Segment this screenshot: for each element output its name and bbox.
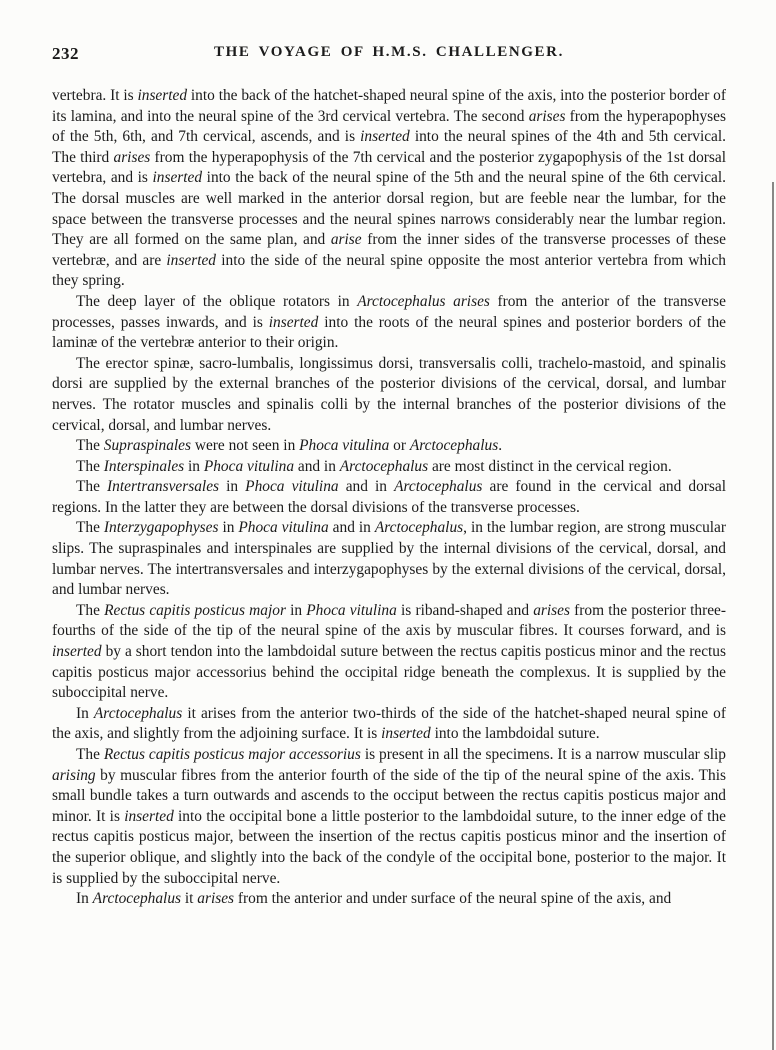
text-run: inserted <box>137 87 188 104</box>
page-header <box>52 44 726 66</box>
text-run: Phoca vitulina <box>299 437 390 455</box>
text-run: In <box>76 704 94 722</box>
text-run: In <box>76 890 93 908</box>
text-run: is present in all the specimens. It is a narrow muscular slip <box>360 746 726 763</box>
text-run: into the occipital bone a little posterior to the lambdoidal suture, to the inner edge of the rectus capitis posticus major, between the insertion of the rectus capitis posticus minor and the insertion of the superior oblique, and slightly into the back of the condyle of the occipital bone, posterior to the major. It is supplied by the suboccipital nerve. <box>52 807 726 887</box>
text-run: arises <box>113 148 151 166</box>
text-run: into the back of the neural spine of the 5th and the neural spine of the 6th cervical. The dorsal muscles are well marked in the anterior dorsal region, but are feeble near the lumbar, for the space between the transverse processes and the neural spines narrows considerably near the lumbar region. They are all formed on the same plan, and <box>52 169 726 249</box>
text-run: The <box>76 519 104 537</box>
text-run: The <box>76 746 104 763</box>
page-body <box>52 86 726 910</box>
text-run: inserted <box>166 251 216 269</box>
text-run: The <box>76 437 104 455</box>
text-run: in <box>184 457 204 475</box>
text-run: were not seen in <box>191 437 300 455</box>
paragraph <box>52 457 726 478</box>
text-run: from the anterior of the transverse processes, passes inwards, and is <box>52 292 726 331</box>
text-run: from the inner sides of the transverse processes of these vertebræ, and are <box>52 231 726 269</box>
running-title: THE VOYAGE OF H.M.S. CHALLENGER. <box>214 44 564 60</box>
text-run: and in <box>294 457 340 475</box>
text-run: into the side of the neural spine opposite the most anterior vertebra from which they spring. <box>52 251 727 290</box>
text-run: Interspinales <box>103 457 185 475</box>
paragraph <box>52 292 726 354</box>
text-run: in <box>219 478 246 496</box>
text-run: inserted <box>381 725 431 743</box>
text-run: by a short tendon into the lambdoidal suture between the rectus capitis posticus minor and the rectus capitis posticus major accessorius behind the occipital ridge beneath the complexus. It is supplied by the suboccipital nerve. <box>52 643 726 702</box>
text-run: arise <box>330 231 362 249</box>
text-run: Arctocephalus arises <box>357 292 490 310</box>
text-run: it <box>181 890 198 908</box>
text-run: is riband-shaped and <box>396 601 534 619</box>
paragraph <box>52 436 726 457</box>
page-number: 232 <box>52 44 79 63</box>
text-run: arises <box>533 601 570 619</box>
paragraph <box>52 889 726 910</box>
text-run: from the hyperapophysis of the 7th cervical and the posterior zygapophysis of the 1st dorsal vertebra, and is <box>52 148 726 187</box>
text-run: into the back of the hatchet-shaped neural spine of the axis, into the posterior border of its lamina, and into the neural spine of the 3rd cervical vertebra. The second <box>52 87 726 125</box>
paragraph <box>52 477 726 518</box>
text-run: Arctocephalus <box>409 437 499 455</box>
text-run: The <box>76 478 108 496</box>
text-run: and in <box>338 478 395 496</box>
paragraph <box>52 704 726 745</box>
text-run: inserted <box>52 643 102 661</box>
text-run: in <box>218 519 239 537</box>
text-run: inserted <box>268 313 319 331</box>
text-run: inserted <box>360 128 410 146</box>
text-run: arises <box>197 890 235 908</box>
text-run: Rectus capitis posticus major <box>104 601 286 619</box>
text-run: Intertransversales <box>107 478 220 496</box>
text-run: arises <box>528 107 566 125</box>
text-run: The <box>76 601 105 619</box>
text-run: The erector spinæ, sacro-lumbalis, longissimus dorsi, transversalis colli, trachelo-mastoid, and spinalis dorsi are supplied by the external branches of the posterior divisions of the cervical, dorsal, and lumbar nerves. The rotator muscles and spinalis colli by the internal branches of the posterior divisions of the cervical, dorsal, and lumbar nerves. <box>52 354 726 434</box>
text-run: in <box>285 601 307 619</box>
text-run: Phoca vitulina <box>238 519 329 537</box>
text-run: Arctocephalus <box>394 478 483 496</box>
text-run: into the lambdoidal suture. <box>430 725 600 743</box>
paragraph <box>52 518 726 600</box>
text-run: or <box>389 437 410 455</box>
text-run: The deep layer of the oblique rotators in <box>76 292 358 310</box>
text-run: by muscular fibres from the anterior fourth of the side of the tip of the neural spine of the axis. This small bundle takes a turn outwards and ascends to the occiput between the rectus capitis posticus major and minor. It is <box>52 766 726 825</box>
text-run: Phoca vitulina <box>306 601 397 619</box>
text-run: . <box>498 437 503 455</box>
text-run: inserted <box>124 807 174 825</box>
text-run: Arctocephalus <box>339 457 429 475</box>
text-run: and in <box>328 519 375 537</box>
scan-edge-artifact <box>772 182 774 1050</box>
text-run: Supraspinales <box>103 437 191 455</box>
text-run: vertebra. It is <box>52 87 138 104</box>
text-run: The <box>76 457 104 475</box>
text-run: from the posterior three-fourths of the side of the tip of the neural spine of the axis by muscular fibres. It courses forward, and is <box>52 601 727 640</box>
paragraph <box>52 354 726 436</box>
text-run: from the anterior and under surface of the neural spine of the axis, and <box>234 890 672 908</box>
text-run: Arctocephalus <box>92 890 182 908</box>
text-run: into the neural spines of the 4th and 5th cervical. The third <box>52 128 727 166</box>
paragraph <box>52 745 726 889</box>
text-run: are found in the cervical and dorsal regions. In the latter they are between the dorsal divisions of the transverse processes. <box>52 478 727 516</box>
text-run: , in the lumbar region, are strong muscular slips. The supraspinales and interspinales are supplied by the internal divisions of the cervical, dorsal, and lumbar nerves. The intertransversales and interzygapophyses by the external divisions of the cervical, dorsal, and lumbar nerves. <box>52 519 727 599</box>
text-run: it arises from the anterior two-thirds of the side of the hatchet-shaped neural spine of the axis, and slightly from the adjoining surface. It is <box>52 704 726 743</box>
text-run: into the roots of the neural spines and posterior borders of the laminæ of the vertebræ anterior to their origin. <box>52 313 727 352</box>
text-run: Phoca vitulina <box>245 478 339 496</box>
text-run: inserted <box>152 169 203 187</box>
paragraph <box>52 86 726 292</box>
text-run: are most distinct in the cervical region. <box>428 457 672 475</box>
text-run: Rectus capitis posticus major accessorius <box>103 746 361 763</box>
text-run: Arctocephalus <box>93 704 183 722</box>
text-run: Interzygapophyses <box>103 519 219 537</box>
paragraph <box>52 601 726 704</box>
text-run: arising <box>52 766 96 784</box>
text-run: from the hyperapophyses of the 5th, 6th, and 7th cervical, ascends, and is <box>52 107 726 146</box>
text-run: Phoca vitulina <box>203 457 295 475</box>
text-run: Arctocephalus <box>374 519 464 537</box>
